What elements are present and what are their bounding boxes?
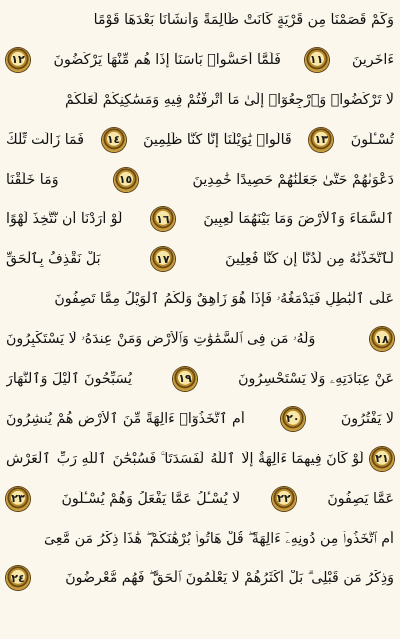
verse-text: وَمَا خَلَقْنَا bbox=[6, 171, 59, 188]
verse-text: لَّٱتَّخَذْنَٰهُ مِن لَّدُنَّآ إِن كُنَّا فَٰعِلِينَ bbox=[225, 251, 394, 268]
verse-text: بَلْ نَقْذِفُ بِٱلْحَقِّ bbox=[6, 251, 101, 268]
ayah-number-marker: ٢٤ bbox=[6, 566, 30, 590]
ayah-number-marker: ١٨ bbox=[370, 327, 394, 351]
verse-text: يُسَبِّحُونَ ٱلَّيْلَ وَٱلنَّهَارَ bbox=[6, 370, 132, 387]
verse-text: عَنْ عِبَادَتِهِۦ وَلَا يَسْتَحْسِرُونَ bbox=[238, 370, 394, 387]
verse-line bbox=[6, 160, 394, 200]
ayah-number-marker: ١٣ bbox=[309, 128, 333, 152]
verse-line bbox=[6, 199, 394, 239]
verse-text: لَا يَفْتُرُونَ bbox=[340, 410, 394, 427]
verse-line bbox=[6, 558, 394, 598]
verse-text: أَمِ ٱتَّخَذُوٓا۟ ءَالِهَةً مِّنَ ٱلْأَرْضِ هُمْ يُنشِرُونَ bbox=[6, 410, 245, 427]
verse-text: تُسْـَٔلُونَ bbox=[350, 131, 394, 148]
ayah-number-marker: ١٧ bbox=[151, 247, 175, 271]
verse-line bbox=[6, 239, 394, 279]
ayah-number-marker: ١١ bbox=[305, 48, 329, 72]
ayah-number-marker: ١٩ bbox=[173, 367, 197, 391]
verse-text: دَعْوَىٰهُمْ حَتَّىٰ جَعَلْنَٰهُمْ حَصِيدًا خَٰمِدِينَ bbox=[192, 171, 394, 188]
verse-line bbox=[6, 399, 394, 439]
verse-line bbox=[6, 359, 394, 399]
ayah-number-marker: ٢٠ bbox=[281, 407, 305, 431]
verse-line bbox=[6, 519, 394, 559]
verse-text: وَلَهُۥ مَن فِى ٱلسَّمَٰوَٰتِ وَٱلْأَرْضِ وَمَنْ عِندَهُۥ لَا يَسْتَكْبِرُونَ bbox=[6, 331, 316, 348]
divine-name-text: ٱللَّهُ bbox=[210, 450, 236, 467]
verse-text: أَمِ ٱتَّخَذُوا۟ مِن دُونِهِۦٓ ءَالِهَةً ۖ قُلْ هَاتُوا۟ بُرْهَٰنَكُمْ ۖ هَٰذَا ذِكْرُ مَن مَّعِىَ bbox=[43, 530, 394, 547]
verse-line bbox=[6, 0, 394, 40]
verse-text: وَكَمْ قَصَمْنَا مِن قَرْيَةٍ كَانَتْ ظَالِمَةً وَأَنشَأْنَا بَعْدَهَا قَوْمًا bbox=[93, 11, 394, 28]
verse-text: فَلَمَّآ أَحَسُّوا۟ بَأْسَنَآ إِذَا هُم مِّنْهَا يَرْكُضُونَ bbox=[53, 51, 281, 68]
verse-text: لَوْ كَانَ فِيهِمَآ ءَالِهَةٌ إِلَّا bbox=[241, 450, 364, 467]
verse-text: ءَاخَرِينَ bbox=[352, 51, 394, 68]
verse-text: فَمَا زَالَت تِّلْكَ bbox=[6, 131, 85, 148]
verse-line bbox=[6, 279, 394, 319]
ayah-number-marker: ١٦ bbox=[151, 207, 175, 231]
verse-text: لَا تَرْكُضُوا۟ وَٱرْجِعُوٓا۟ إِلَىٰ مَآ أُتْرِفْتُمْ فِيهِ وَمَسَٰكِنِكُمْ لَعَلَّكُمْ bbox=[65, 91, 394, 108]
verse-line bbox=[6, 439, 394, 479]
verse-line bbox=[6, 319, 394, 359]
verse-text: لَوْ أَرَدْنَآ أَن نَّتَّخِذَ لَهْوًا bbox=[6, 211, 123, 228]
ayah-number-marker: ٢١ bbox=[370, 447, 394, 471]
ayah-number-marker: ١٢ bbox=[6, 48, 30, 72]
verse-text: قَالُوا۟ يَٰوَيْلَنَآ إِنَّا كُنَّا ظَٰلِمِينَ bbox=[143, 131, 292, 148]
verse-line bbox=[6, 40, 394, 80]
ayah-number-marker: ١٤ bbox=[102, 128, 126, 152]
verse-line bbox=[6, 120, 394, 160]
verse-text: عَمَّا يَصِفُونَ bbox=[327, 490, 394, 507]
verse-text: عَلَى ٱلْبَٰطِلِ فَيَدْمَغُهُۥ فَإِذَا هُوَ زَاهِقٌ وَلَكُمُ ٱلْوَيْلُ مِمَّا تَصِفُونَ bbox=[54, 291, 394, 308]
verse-line bbox=[6, 80, 394, 120]
ayah-number-marker: ٢٢ bbox=[272, 487, 296, 511]
verse-text: ٱلْعَرْشِ bbox=[6, 450, 51, 467]
divine-name-text: ٱللَّهِ رَبِّ bbox=[56, 450, 107, 467]
verse-text: ٱلسَّمَآءَ وَٱلْأَرْضَ وَمَا بَيْنَهُمَا لَٰعِبِينَ bbox=[203, 211, 394, 228]
ayah-number-marker: ٢٣ bbox=[6, 487, 30, 511]
verse-text: لَفَسَدَتَا ۚ فَسُبْحَٰنَ bbox=[112, 450, 205, 467]
verse-text: وَذِكْرُ مَن قَبْلِى ۗ بَلْ أَكْثَرُهُمْ لَا يَعْلَمُونَ ٱلْحَقَّ ۖ فَهُم مُّعْرِضُونَ bbox=[65, 570, 394, 587]
verse-text: لَا يُسْـَٔلُ عَمَّا يَفْعَلُ وَهُمْ يُسْـَٔلُونَ bbox=[61, 490, 241, 507]
verse-line bbox=[6, 479, 394, 519]
ayah-number-marker: ١٥ bbox=[114, 168, 138, 192]
